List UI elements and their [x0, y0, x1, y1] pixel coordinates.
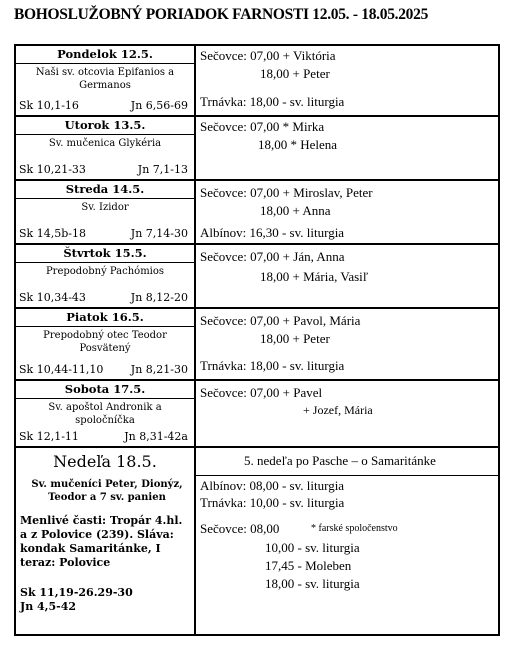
day-cell-saturday — [16, 381, 194, 448]
services-thursday — [196, 245, 498, 309]
reading-gospel: Jn 7,14-30 — [130, 227, 188, 240]
services-sunday — [196, 476, 498, 634]
service-line: 18,00 + Peter — [260, 66, 330, 81]
reading-acts: Sk 10,34-43 — [19, 291, 86, 304]
sunday-name: Nedeľa 18.5. — [53, 452, 157, 471]
reading-gospel: Jn 8,12-20 — [130, 291, 188, 304]
service-line: Sečovce: 07,00 * Mirka — [200, 119, 325, 134]
services-tuesday — [196, 117, 498, 181]
day-saint: Prepodobný otec Teodor Posvätený — [43, 330, 167, 354]
day-name: Štvrtok 15.5. — [16, 245, 194, 263]
day-cell-monday — [16, 46, 194, 117]
service-line: Albínov: 08,00 - sv. liturgia — [200, 478, 345, 493]
day-saint: Sv. apoštol Andronik a spoločníčka — [48, 402, 162, 426]
service-line: 18,00 + Peter — [260, 331, 330, 346]
service-line: 17,45 - Moleben — [265, 558, 352, 573]
service-note: * farské spoločenstvo — [311, 523, 398, 534]
service-line: Sečovce: 07,00 + Ján, Anna — [200, 249, 345, 264]
reading-acts: Sk 10,44-11,10 — [19, 363, 104, 376]
day-name: Streda 14.5. — [16, 181, 194, 199]
reading-acts: Sk 14,5b-18 — [19, 227, 86, 240]
day-name: Pondelok 12.5. — [16, 46, 194, 64]
services-friday — [196, 309, 498, 381]
service-line: Trnávka: 18,00 - sv. liturgia — [200, 94, 345, 109]
service-line: Albínov: 16,30 - sv. liturgia — [200, 225, 345, 240]
service-line: Sečovce: 08,00 — [200, 521, 280, 536]
day-saint: Prepodobný Pachómios — [45, 266, 165, 277]
service-line: + Jozef, Mária — [303, 403, 373, 417]
reading-gospel: Jn 6,56-69 — [130, 99, 188, 112]
service-line: 18,00 - sv. liturgia — [265, 576, 360, 591]
day-cell-thursday — [16, 245, 194, 309]
reading-acts: Sk 12,1-11 — [19, 430, 79, 443]
service-line: Sečovce: 07,00 + Pavel — [200, 385, 323, 400]
day-cell-tuesday — [16, 117, 194, 181]
service-line: 18,00 + Anna — [260, 203, 331, 218]
reading-gospel: Jn 7,1-13 — [137, 163, 188, 176]
services-saturday — [196, 381, 498, 448]
reading-gospel: Jn 8,31-42a — [124, 430, 188, 443]
service-line: 18,00 * Helena — [258, 137, 338, 152]
sunday-heading: 5. nedeľa po Pasche – o Samaritánke — [244, 453, 436, 468]
service-line: Trnávka: 10,00 - sv. liturgia — [200, 495, 345, 510]
reading-gospel: Jn 8,21-30 — [130, 363, 188, 376]
sunday-saint: Sv. mučeníci Peter, Dionýz, Teodor a 7 sv. panien — [31, 479, 183, 503]
day-saint: Sv. mučenica Glykéria — [48, 138, 162, 149]
service-line: Trnávka: 18,00 - sv. liturgia — [200, 358, 345, 373]
services-monday — [196, 46, 498, 117]
sunday-reading-gospel: Jn 4,5-42 — [20, 600, 77, 613]
day-name: Utorok 13.5. — [16, 117, 194, 135]
service-line: 10,00 - sv. liturgia — [265, 540, 360, 555]
day-saint: Naši sv. otcovia Epifanios a Germanos — [35, 67, 175, 91]
reading-acts: Sk 10,21-33 — [19, 163, 86, 176]
service-line: Sečovce: 07,00 + Miroslav, Peter — [200, 185, 373, 200]
day-name: Piatok 16.5. — [16, 309, 194, 327]
sunday-reading-acts: Sk 11,19-26.29-30 — [20, 586, 133, 599]
day-saint: Sv. Izidor — [81, 202, 129, 213]
services-wednesday — [196, 181, 498, 245]
service-line: 18,00 + Mária, Vasiľ — [260, 269, 369, 284]
service-line: Sečovce: 07,00 + Pavol, Mária — [200, 313, 361, 328]
service-line: Sečovce: 07,00 + Viktória — [200, 48, 336, 63]
day-cell-wednesday — [16, 181, 194, 245]
reading-acts: Sk 10,1-16 — [19, 99, 79, 112]
day-cell-friday — [16, 309, 194, 381]
day-name: Sobota 17.5. — [16, 381, 194, 399]
sunday-liturgy-changes: Menlivé časti: Tropár 4.hl. a z Polovice (239). Sláva: kondak Samaritánke, I teraz: Polovice — [20, 514, 183, 569]
page-title: BOHOSLUŽOBNÝ PORIADOK FARNOSTI 12.05. - 18.05.2025 — [14, 6, 429, 23]
sunday-heading-row — [196, 448, 498, 476]
schedule-table — [14, 44, 500, 636]
